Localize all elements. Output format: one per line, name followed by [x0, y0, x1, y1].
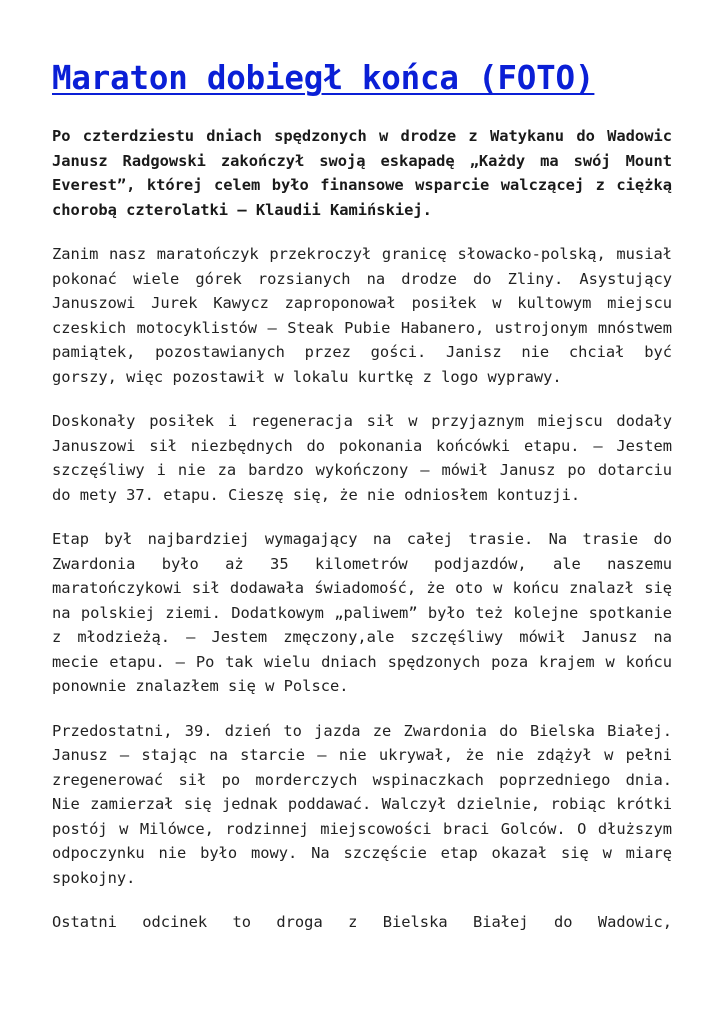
- article-lead: Po czterdziestu dniach spędzonych w drodze z Watykanu do Wadowic Janusz Radgowski zakończył swoją eskapadę „Każdy ma swój Mount Everest”, której celem było finansowe wsparcie walczącej z ciężką chorobą czterolatki – Klaudii Kamińskiej.: [52, 127, 672, 219]
- article-paragraph-2: Doskonały posiłek i regeneracja sił w przyjaznym miejscu dodały Januszowi sił niezbędnych do pokonania końcówki etapu. – Jestem szczęśliwy i nie za bardzo wykończony – mówił Janusz po dotarciu do mety 37. etapu. Cieszę się, że nie odniosłem kontuzji.: [52, 412, 672, 504]
- article-paragraph-5: Ostatni odcinek to droga z Bielska Białej do Wadowic,: [52, 913, 672, 931]
- article-paragraph-1: Zanim nasz maratończyk przekroczył granicę słowacko-polską, musiał pokonać wiele górek rozsianych na drodze do Zliny. Asystujący Januszowi Jurek Kawycz zaproponował posiłek w kultowym miejscu czeskich motocyklistów – Steak Pubie Habanero, ustrojonym mnóstwem pamiątek, pozostawianych przez gości. Janisz nie chciał być gorszy, więc pozostawił w lokalu kurtkę z logo wyprawy.: [52, 245, 672, 386]
- article-title-link[interactable]: Maraton dobiegł końca (FOTO): [52, 59, 595, 97]
- article: [52, 58, 672, 955]
- article-title: [52, 58, 672, 98]
- article-paragraph-4: Przedostatni, 39. dzień to jazda ze Zwardonia do Bielska Białej. Janusz – stając na starcie – nie ukrywał, że nie zdążył w pełni zregenerować sił po morderczych wspinaczkach poprzedniego dnia. Nie zamierzał się jednak poddawać. Walczył dzielnie, robiąc krótki postój w Milówce, rodzinnej miejscowości braci Golców. O dłuższym odpoczynku nie było mowy. Na szczęście etap okazał się w miarę spokojny.: [52, 721, 672, 887]
- article-paragraph-3: Etap był najbardziej wymagający na całej trasie. Na trasie do Zwardonia było aż 35 kilometrów podjazdów, ale naszemu maratończykowi sił dodawała świadomość, że oto w końcu znalazł się na polskiej ziemi. Dodatkowym „paliwem” było też kolejne spotkanie z młodzieżą. – Jestem zmęczony,ale szczęśliwy mówił Janusz na mecie etapu. – Po tak wielu dniach spędzonych poza krajem w końcu ponownie znalazłem się w Polsce.: [52, 530, 672, 695]
